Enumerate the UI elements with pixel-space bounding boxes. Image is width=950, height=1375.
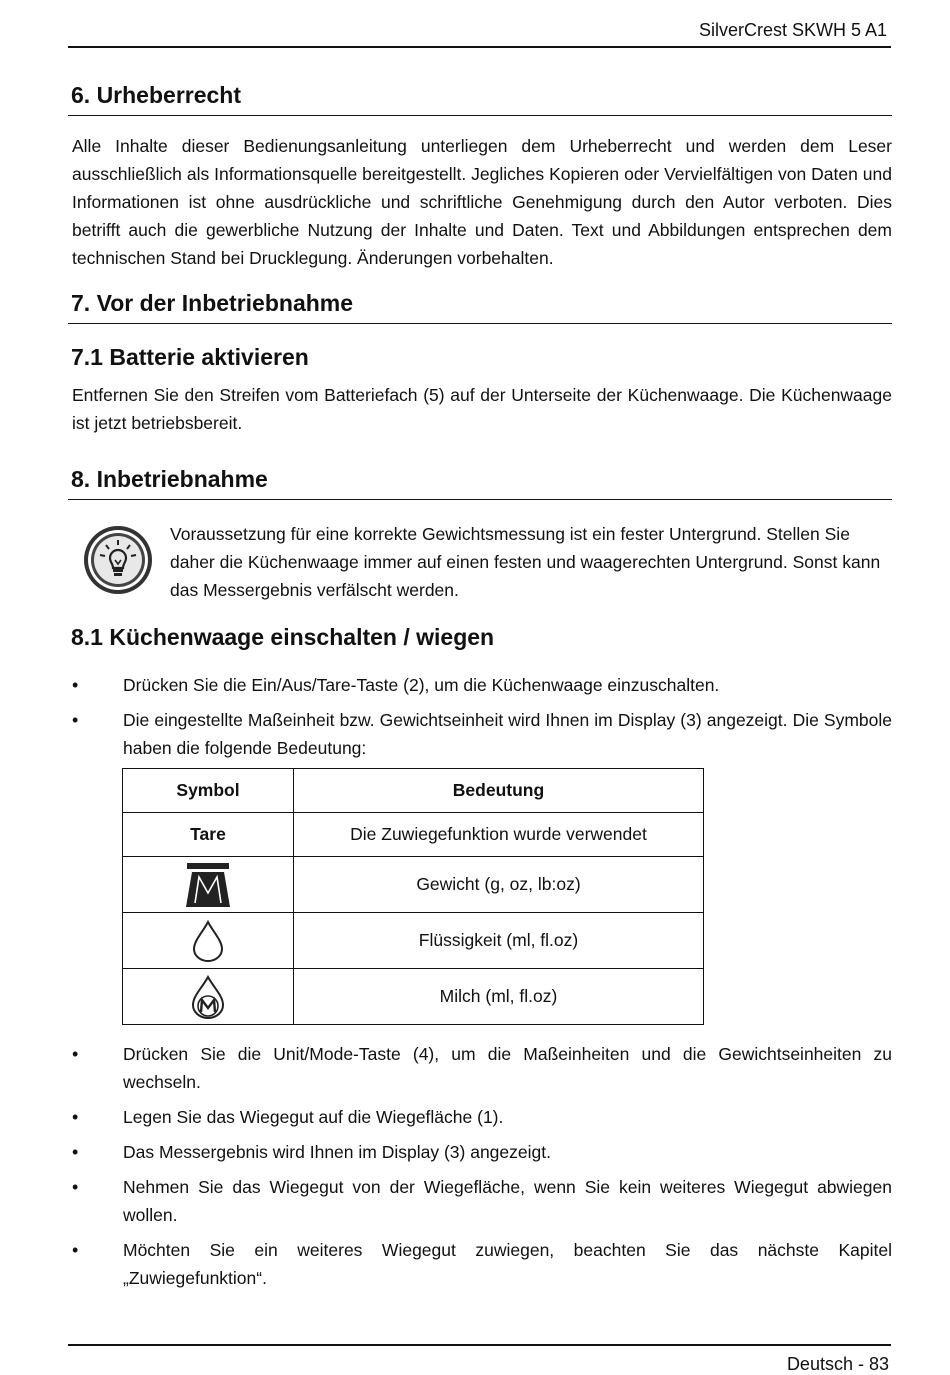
symbol-cell: Tare: [123, 813, 294, 857]
list-item: • Möchten Sie ein weiteres Wiegegut zuwiegen, beachten Sie das nächste Kapitel „Zuwiegefunktion“.: [72, 1236, 892, 1292]
note-text: Voraussetzung für eine korrekte Gewichtsmessung ist ein fester Untergrund. Stellen Sie daher die Küchenwaage immer auf einen festen und waagerechten Untergrund. Sonst kann das Messergebnis verfälscht werden.: [170, 524, 881, 600]
list-item: • Die eingestellte Maßeinheit bzw. Gewichtseinheit wird Ihnen im Display (3) angezeigt. Die Symbole haben die folgende Bedeutung:: [72, 706, 892, 762]
page-footer: [68, 1344, 891, 1374]
meaning-cell: Flüssigkeit (ml, fl.oz): [294, 913, 704, 969]
section-heading: 7. Vor der Inbetriebnahme: [68, 290, 892, 324]
table-row: [123, 913, 704, 969]
table-row: [123, 969, 704, 1025]
list-item: • Legen Sie das Wiegegut auf die Wiegefläche (1).: [72, 1103, 892, 1131]
section-urheberrecht: [72, 82, 892, 272]
table-row: [123, 813, 704, 857]
header-title: SilverCrest SKWH 5 A1: [698, 20, 887, 40]
bullet-list-bottom: [72, 1040, 892, 1292]
list-item: • Drücken Sie die Unit/Mode-Taste (4), um die Maßeinheiten und die Gewichtseinheiten zu wechseln.: [72, 1040, 892, 1096]
section-kuechenwaage-einschalten: [72, 624, 892, 657]
symbol-cell: [123, 969, 294, 1025]
drop-icon: [190, 919, 226, 963]
symbol-cell: [123, 913, 294, 969]
table-row: [123, 857, 704, 913]
lightbulb-icon: [82, 524, 154, 596]
table-header-cell: Symbol: [123, 769, 294, 813]
page-header: [68, 14, 891, 48]
section-heading: 7.1 Batterie aktivieren: [71, 344, 309, 370]
symbol-cell: [123, 857, 294, 913]
section-vor-der-inbetriebnahme: [72, 290, 892, 324]
section-inbetriebnahme: [72, 466, 892, 500]
table-header-row: [123, 769, 704, 813]
page-number: Deutsch - 83: [786, 1354, 889, 1374]
meaning-cell: Milch (ml, fl.oz): [294, 969, 704, 1025]
section-text: Alle Inhalte dieser Bedienungsanleitung unterliegen dem Urheberrecht und werden dem Leser ausschließlich als Informationsquelle bereitgestellt. Jegliches Kopieren oder Vervielfältigen von Daten und Informationen ist ohne ausdrückliche und schriftliche Genehmigung durch den Autor verboten. Dies betrifft auch die gewerbliche Nutzung der Inhalte und Daten. Text und Abbildungen entsprechen dem technischen Stand bei Drucklegung. Änderungen vorbehalten.: [72, 136, 892, 268]
symbol-table: [122, 768, 704, 1025]
list-item: • Das Messergebnis wird Ihnen im Display (3) angezeigt.: [72, 1138, 892, 1166]
meaning-cell: Die Zuwiegefunktion wurde verwendet: [294, 813, 704, 857]
list-item: • Drücken Sie die Ein/Aus/Tare-Taste (2), um die Küchenwaage einzuschalten.: [72, 671, 892, 699]
section-batterie: [72, 344, 892, 437]
weight-icon: [184, 863, 232, 907]
section-heading: 8. Inbetriebnahme: [68, 466, 892, 500]
bullet-list-top: [72, 671, 892, 762]
note-box: [72, 520, 892, 610]
meaning-cell: Gewicht (g, oz, lb:oz): [294, 857, 704, 913]
section-text: Entfernen Sie den Streifen vom Batteriefach (5) auf der Unterseite der Küchenwaage. Die Küchenwaage ist jetzt betriebsbereit.: [72, 385, 892, 433]
table-header-cell: Bedeutung: [294, 769, 704, 813]
section-heading: 8.1 Küchenwaage einschalten / wiegen: [71, 624, 495, 650]
list-item: • Nehmen Sie das Wiegegut von der Wiegefläche, wenn Sie kein weiteres Wiegegut abwiegen wollen.: [72, 1173, 892, 1229]
milk-drop-icon: [190, 974, 226, 1020]
section-heading: 6. Urheberrecht: [68, 82, 892, 116]
